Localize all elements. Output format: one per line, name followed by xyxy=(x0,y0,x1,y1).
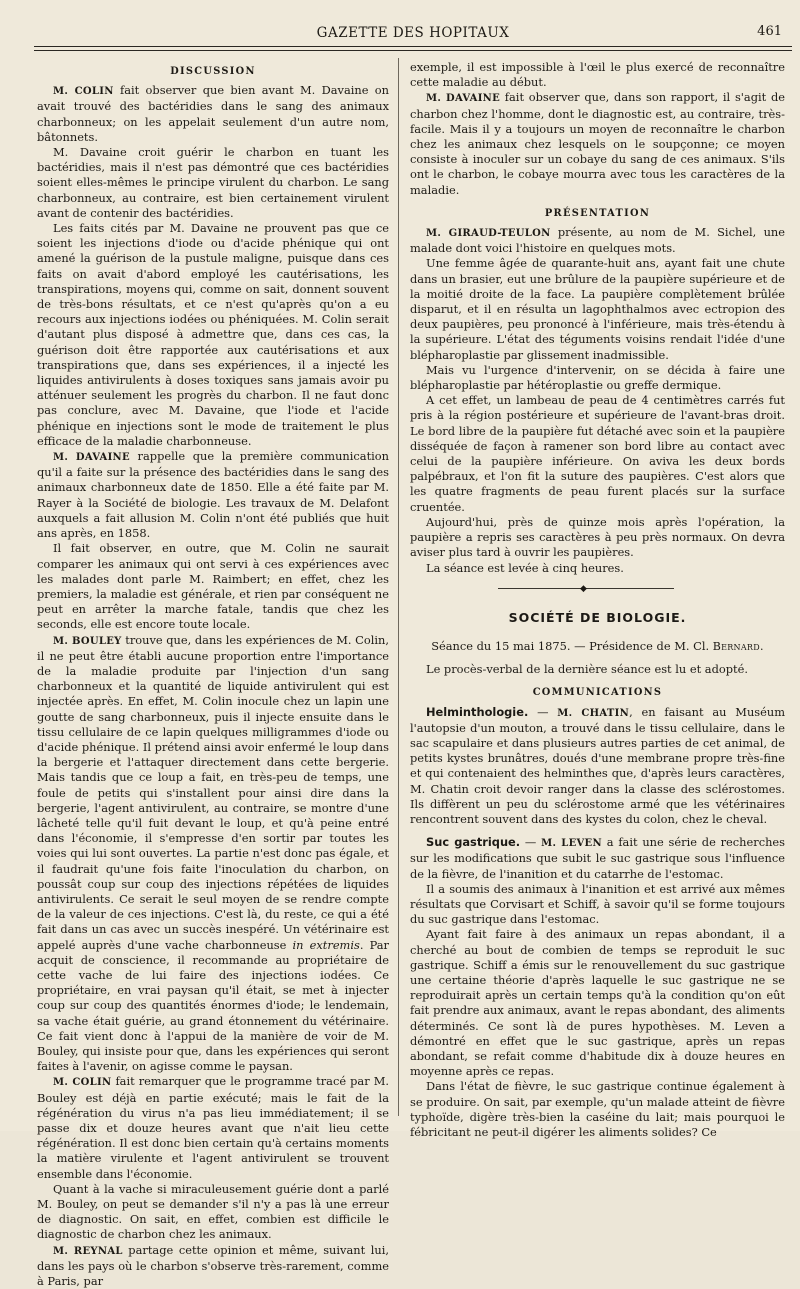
paragraph: A cet effet, un lambeau de peau de 4 centimètres carrés fut pris à la région postérieure et supérieure de l'avant-bras droit. Le bord libre de la paupière fut détaché avec soin et la paupière disséquée de façon à ramener son bord libre au contact avec celui de la paupière inférieure. On aviva les deux bords palpébraux, et l'on fit la suture des paupières. C'est alors que les quatre fragments de peau furent placés sur la surface cruentée. xyxy=(410,393,785,514)
page-number: 461 xyxy=(757,24,782,39)
paragraph-text: a fait une série de recherches sur les modifications que subit le suc gastrique sous l'influence de la fièvre, de l'inanition et du catarrhe de l'estomac. xyxy=(410,835,786,881)
page-header xyxy=(34,22,792,46)
paragraph-text: présente, au nom de M. Sichel, une malade dont voici l'histoire en quelques mots. xyxy=(410,225,786,256)
paragraph: Mais vu l'urgence d'intervenir, on se décida à faire une blépharoplastie par hétéroplastie ou greffe dermique. xyxy=(410,362,785,393)
section-heading-presentation: PRÉSENTATION xyxy=(544,207,651,219)
dash: — xyxy=(520,835,542,850)
paragraph xyxy=(410,835,785,882)
ornament-divider xyxy=(410,582,785,596)
speaker-name: M. GIRAUD-TEULON xyxy=(426,228,551,240)
speaker-name: M. DAVAINE xyxy=(53,452,130,464)
speaker-name: M. BOULEY xyxy=(53,635,122,647)
topic-heading: Helminthologie. xyxy=(426,704,529,719)
paragraph-text: rappelle que la première communication qu'il a faite sur la présence des bactéridies dans le sang des animaux charbonneux date de 1850. Elle a été faite par M. Rayer à la Société de biologie. Les travaux de M. Delafont auxquels a fait allusion M. Colin n'ont été publiés que huit ans après, en 1858. xyxy=(37,449,389,541)
dash: — xyxy=(528,704,558,719)
paragraph: Il a soumis des animaux à l'inanition et est arrivé aux mêmes résultats que Corvisart et Schiff, à savoir qu'il se forme toujours du suc gastrique dans l'estomac. xyxy=(410,881,785,927)
paragraph: La séance est levée à cinq heures. xyxy=(426,560,624,575)
paragraph xyxy=(37,633,389,1075)
paragraph xyxy=(37,449,389,541)
paragraph-text: fait remarquer que le programme tracé par M. Bouley est déjà en partie exécuté; mais le fait de la régénération du virus n'a pas lieu immédiatement; il se passe dix et douze heures avant que n'ait lieu cette régénération. Il est donc bien certain qu'à certains moments la matière virulente et l'agent antivirulent se trouvent ensemble dans l'économie. xyxy=(37,1074,390,1181)
paragraph: Il fait observer, en outre, que M. Colin ne saurait comparer les animaux qui ont servi à ces expériences avec les malades dont parle M. Raimbert; en effet, chez les premiers, la maladie est générale, et rien par conséquent ne peut en arrêter la marche fatale, tandis que chez les seconds, elle est encore toute locale. xyxy=(37,541,389,632)
speaker-name: M. DAVAINE xyxy=(426,93,501,105)
paragraph-text: fait observer que, dans son rapport, il s'agit de charbon chez l'homme, dont le diagnostic est, au contraire, très-facile. Mais il y a toujours un moyen de reconnaître le charbon chez les animaux chez lesquels on le soupçonne; ce moyen consiste à inoculer sur un cobaye du sang de ces animaux. S'ils ont le charbon, le cobaye mourra avec tous les caractères de la maladie. xyxy=(410,90,785,197)
speaker-name: M. CHATIN xyxy=(557,707,630,719)
paragraph: M. Davaine croit guérir le charbon en tuant les bactéridies, mais il n'est pas démontré que ces bactéridies soient elles-mêmes le principe virulent du charbon. Le sang charbonneux, au contraire, est bien certainement virulent avant de contenir des bactéridies. xyxy=(37,145,389,220)
paragraph xyxy=(410,225,785,256)
paragraph-text: partage cette opinion et même, suivant lui, dans les pays où le charbon s'observe très-rarement, comme à Paris, par xyxy=(37,1242,389,1289)
paragraph: Le procès-verbal de la dernière séance est lu et adopté. xyxy=(426,662,748,677)
italic-text: in extremis xyxy=(292,937,360,952)
president-name: Bernard. xyxy=(712,639,764,653)
paragraph xyxy=(410,90,785,197)
speaker-name: M. COLIN xyxy=(53,86,114,98)
seance-text: Séance du 15 mai 1875. — Présidence de M. Cl. xyxy=(431,638,713,653)
paragraph xyxy=(37,83,389,145)
speaker-name: M. LEVEN xyxy=(541,838,602,850)
topic-heading: Suc gastrique. xyxy=(426,835,521,850)
paragraph: Les faits cités par M. Davaine ne prouvent pas que ce soient les injections d'iode ou d'acide phénique qui ont amené la guérison de la pustule maligne, puisque dans ces faits on avait d'abord employé les cautérisations, les transpirations, moyens qui, comme on sait, donnent souvent de très-bons résultats, et ce n'est qu'après qu'on a eu recours aux injections iodées ou phéniquées. M. Colin serait d'autant plus disposé à admettre que, dans ces cas, la guérison doit être rapportée aux cautérisations et aux transpirations que, dans ses expériences, il a injecté les liquides antivirulents à doses toxiques sans jamais avoir pu atténuer seulement les progrès du charbon. Il ne faut donc pas conclure, avec M. Davaine, que l'iode et l'acide phénique en injections sont le mode de traitement le plus efficace de la maladie charbonneuse. xyxy=(37,221,389,448)
header-rule-thick xyxy=(34,46,792,47)
section-heading-discussion: DISCUSSION xyxy=(170,66,256,77)
right-column xyxy=(410,60,785,1140)
paragraph: Quant à la vache si miraculeusement guérie dont a parlé M. Bouley, on peut se demander s'il n'y a pas là une erreur de diagnostic. On sait, en effet, combien est difficile le diagnostic de charbon chez les animaux. xyxy=(37,1181,389,1242)
paragraph xyxy=(410,705,785,828)
paragraph: Une femme âgée de quarante-huit ans, ayant fait une chute dans un brasier, eut une brûlure de la paupière supérieure et de la moitié droite de la face. La paupière complètement brûlée disparut, et il en résulta un lagophthalmos avec ectropion des deux paupières, peu prononcé à l'inférieure, mais très-étendu à la supérieure. L'état des téguments voisins rendait l'idée d'une blépharoplastie par glissement inadmissible. xyxy=(410,256,785,362)
paragraph-text: , en faisant au Muséum l'autopsie d'un mouton, a trouvé dans le tissu cellulaire, dans le sac scapulaire et dans plusieurs autres parties de cet animal, de petits kystes brunâtres, doués d'une membrane propre très-fine et qui contenaient des helminthes que, d'après leurs caractères, M. Chatin croit devoir ranger dans la classe des sclérostomes. Ils diffèrent un peu du sclérostome armé que les vétérinaires rencontrent souvent dans des kystes du colon, chez le cheval. xyxy=(410,704,785,826)
paragraph: Aujourd'hui, près de quinze mois après l'opération, la paupière a repris ses caractères à peu près normaux. On devra aviser plus tard à ouvrir les paupières. xyxy=(410,514,785,560)
paragraph-text: fait observer que bien avant M. Davaine on avait trouvé des bactéridies dans le sang des animaux charbonneux; on les appelait seulement d'un autre nom, bâtonnets. xyxy=(37,83,390,144)
seance-line xyxy=(410,639,785,654)
paragraph: exemple, il est impossible à l'œil le plus exercé de reconnaître cette maladie au début. xyxy=(410,60,785,90)
paragraph xyxy=(37,1074,389,1181)
speaker-name: M. REYNAL xyxy=(53,1245,123,1257)
header-rule-thin xyxy=(34,50,792,51)
paragraph-text: . Par acquit de conscience, il recommande au propriétaire de cette vache de lui faire des injections iodées. Ce propriétaire, en vrai paysan qu'il était, se met à injecter coup sur coup des quantités énormes d'iode; le lendemain, sa vache était guérie, au grand étonnement du vétérinaire. Ce fait vient donc à l'appui de la manière de voir de M. Bouley, qui insiste pour que, dans les expériences qui seront faites à l'avenir, on agisse comme le paysan. xyxy=(37,937,389,1074)
column-divider xyxy=(398,58,399,1116)
speaker-name: M. COLIN xyxy=(53,1077,112,1089)
paragraph: Dans l'état de fièvre, le suc gastrique continue également à se produire. On sait, par exemple, qu'un malade atteint de fièvre typhoïde, digère très-bien la caséine du lait; mais pourquoi le fébricitant ne peut-il digérer les aliments solides? Ce xyxy=(410,1079,785,1139)
paragraph xyxy=(37,1243,389,1289)
paragraph: Ayant fait faire à des animaux un repas abondant, il a cherché au bout de combien de temps se reproduit le suc gastrique. Schiff a émis sur le renouvellement du suc gastrique une certaine théorie d'après laquelle le suc gastrique ne se reproduirait après un certain temps qu'à la condition qu'on eût fait prendre aux animaux, avant le repas abondant, des aliments déterminés. Ce sont là de pures hypothèses. M. Leven a démontré en effet que le suc gastrique, après un repas abondant, se refait comme d'habitude dix à douze heures en moyenne après ce repas. xyxy=(410,927,785,1079)
section-heading-communications: COMMUNICATIONS xyxy=(532,687,663,699)
journal-title: GAZETTE DES HOPITAUX xyxy=(316,25,510,41)
diamond-ornament: ◆ xyxy=(580,583,587,594)
society-heading: SOCIÉTÉ DE BIOLOGIE. xyxy=(508,609,687,625)
paragraph-text: trouve que, dans les expériences de M. Colin, il ne peut être établi aucune proportion entre l'importance de la maladie produite par l'injection d'un sang charbonneux et la quantité de liquide antivirulent qui est injectée après. En effet, M. Colin inocule chez un lapin une goutte de sang charbonneux, puis il injecte ensuite dans le tissu cellulaire de ce lapin quelques milligrammes d'iode ou d'acide phénique. Il prétend ainsi avoir enfermé le loup dans la bergerie et l'attaquer directement dans cette bergerie. Mais tandis que ce loup a fait, en très-peu de temps, une foule de petits qui s'installent pour ainsi dire dans la bergerie, l'agent antivirulent, au contraire, se montre d'une lâcheté telle qu'il fuit devant le loup, et qu'à peine entré dans l'économie, il s'empresse d'en sortir par toutes les voies qui lui sont ouvertes. La partie n'est donc pas égale, et il faudrait qu'une fois faite l'inoculation du charbon, on poussât coup sur coup des injections répétées de liquides antivirulents. Ce serait le seul moyen de se rendre compte de la valeur de ces injections. C'est là, du reste, ce qui a été fait dans un cas avec un succès inespéré. Un vétérinaire est appelé auprès d'une vache charbonneuse xyxy=(37,632,389,952)
left-column xyxy=(37,60,389,1289)
